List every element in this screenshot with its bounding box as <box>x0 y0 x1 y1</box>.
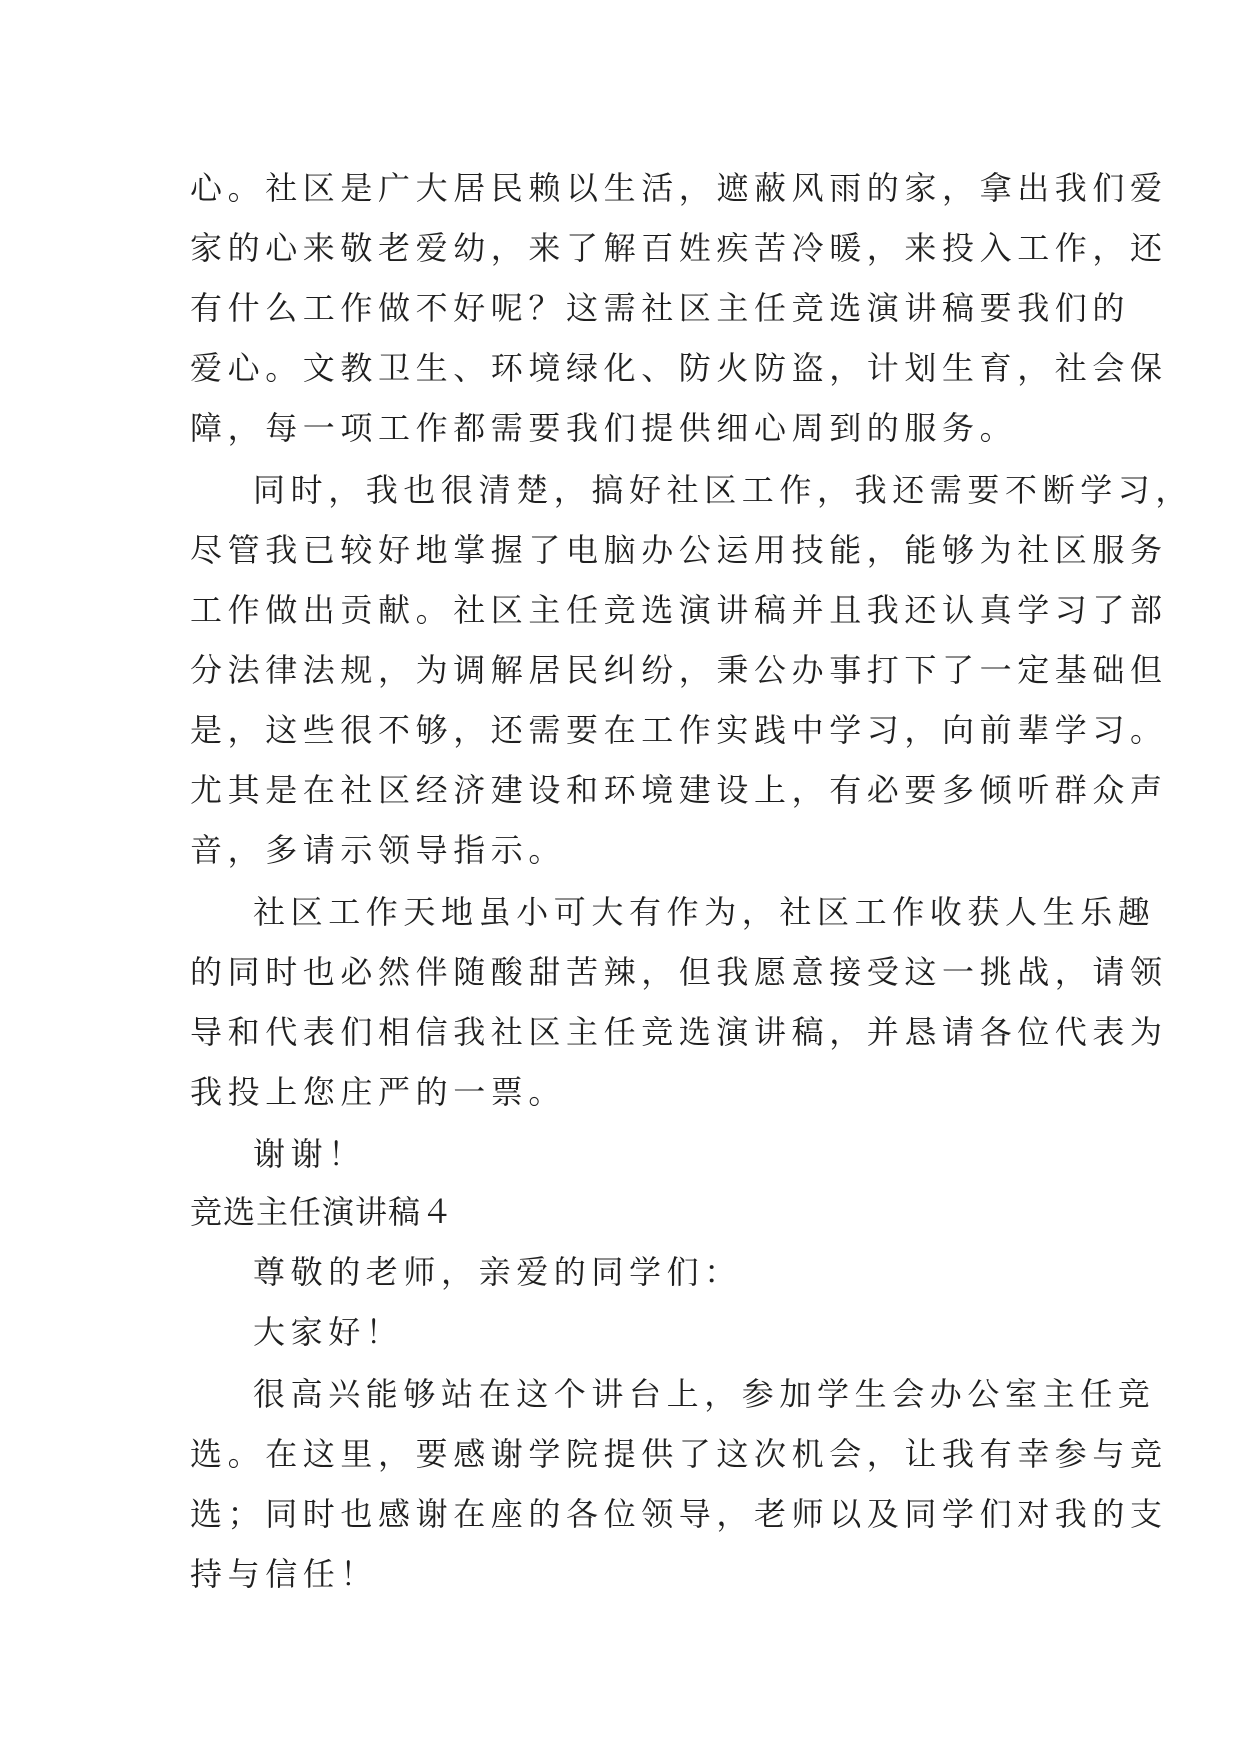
paragraph-line: 是，这些很不够，还需要在工作实践中学习，向前辈学习。 <box>190 711 1168 749</box>
paragraph-line: 爱心。文教卫生、环境绿化、防火防盗，计划生育，社会保 <box>190 349 1168 387</box>
greeting-line: 大家好！ <box>253 1313 404 1351</box>
paragraph-line: 的同时也必然伴随酸甜苦辣，但我愿意接受这一挑战，请领 <box>190 953 1168 991</box>
paragraph-line: 我投上您庄严的一票。 <box>190 1073 567 1111</box>
paragraph-line: 持与信任！ <box>190 1555 379 1593</box>
paragraph-line: 导和代表们相信我社区主任竞选演讲稿，并恳请各位代表为 <box>190 1013 1168 1051</box>
paragraph-line: 尽管我已较好地掌握了电脑办公运用技能，能够为社区服务 <box>190 531 1168 569</box>
paragraph-line: 尤其是在社区经济建设和环境建设上，有必要多倾听群众声 <box>190 771 1168 809</box>
section-heading: 竞选主任演讲稿４ <box>190 1193 455 1231</box>
paragraph-line: 很高兴能够站在这个讲台上，参加学生会办公室主任竞 <box>253 1375 1156 1413</box>
paragraph-line: 选；同时也感谢在座的各位领导，老师以及同学们对我的支 <box>190 1495 1168 1533</box>
paragraph-line: 障，每一项工作都需要我们提供细心周到的服务。 <box>190 409 1018 447</box>
paragraph-line: 分法律法规，为调解居民纠纷，秉公办事打下了一定基础但 <box>190 651 1168 689</box>
paragraph-line: 选。在这里，要感谢学院提供了这次机会，让我有幸参与竞 <box>190 1435 1168 1473</box>
paragraph-line: 家的心来敬老爱幼，来了解百姓疾苦冷暖，来投入工作，还 <box>190 229 1168 267</box>
paragraph-line: 同时，我也很清楚，搞好社区工作，我还需要不断学习， <box>253 471 1194 509</box>
paragraph-line: 心。社区是广大居民赖以生活，遮蔽风雨的家，拿出我们爱 <box>190 169 1168 207</box>
paragraph-line: 工作做出贡献。社区主任竞选演讲稿并且我还认真学习了部 <box>190 591 1168 629</box>
paragraph-line: 谢谢！ <box>253 1135 366 1173</box>
paragraph-line: 社区工作天地虽小可大有作为，社区工作收获人生乐趣 <box>253 893 1156 931</box>
paragraph-line: 有什么工作做不好呢？这需社区主任竞选演讲稿要我们的 <box>190 289 1131 327</box>
paragraph-line: 音，多请示领导指示。 <box>190 831 567 869</box>
salutation-line: 尊敬的老师，亲爱的同学们： <box>253 1253 742 1291</box>
